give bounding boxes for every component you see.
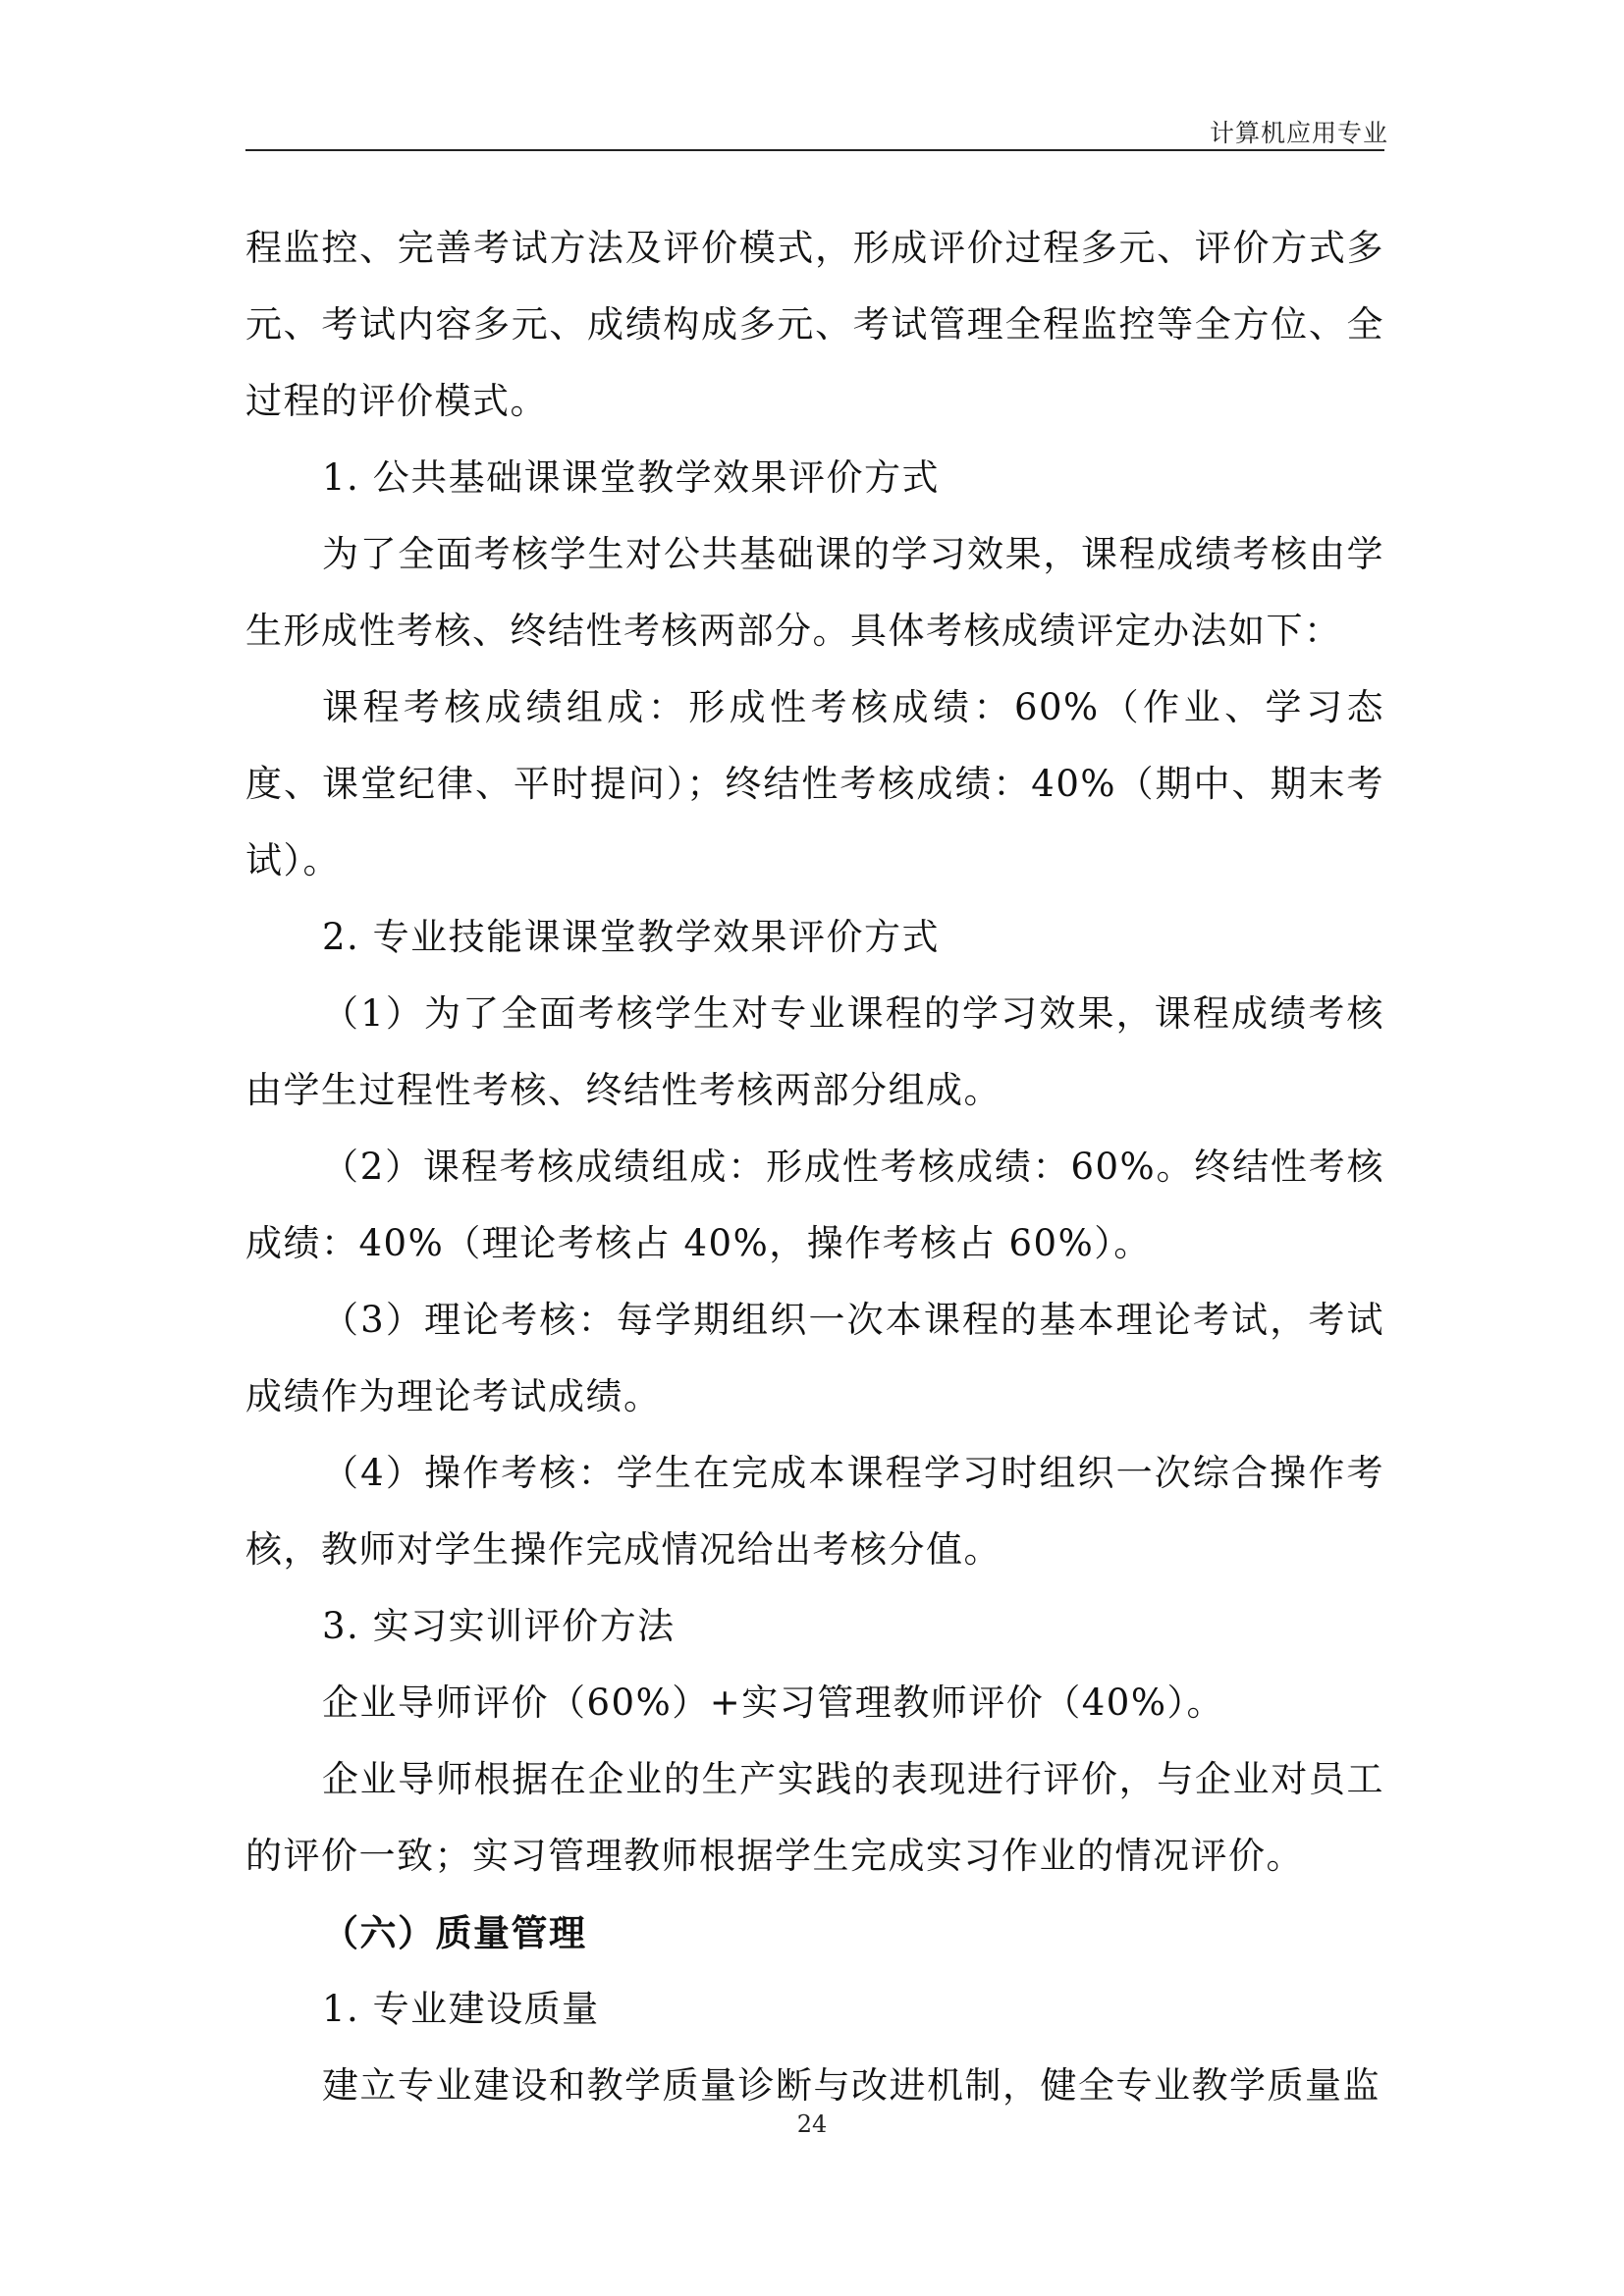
paragraph-item-3: （3）理论考核：每学期组织一次本课程的基本理论考试，考试成绩作为理论考试成绩。 <box>245 1299 1384 1417</box>
heading-public-course-evaluation: 1. 公共基础课课堂教学效果评价方式 <box>322 456 941 499</box>
paragraph-quality-mechanism: 建立专业建设和教学质量诊断与改进机制，健全专业教学质量监 <box>322 2064 1380 2107</box>
paragraph-internship-weights: 企业导师评价（60%）+实习管理教师评价（40%）。 <box>322 1682 1224 1724</box>
running-header-title: 计算机应用专业 <box>1209 119 1388 147</box>
section-heading-quality-management: （六）质量管理 <box>322 1911 587 1954</box>
paragraph-evaluation-intro: 程监控、完善考试方法及评价模式，形成评价过程多元、评价方式多元、考试内容多元、成绩构成多元、考试管理全程监控等全方位、全过程的评价模式。 <box>245 227 1384 422</box>
page-number: 24 <box>796 2110 828 2138</box>
heading-program-construction-quality: 1. 专业建设质量 <box>322 1988 600 2030</box>
paragraph-internship-description: 企业导师根据在企业的生产实践的表现进行评价，与企业对员工的评价一致；实习管理教师根据学生完成实习作业的情况评价。 <box>245 1758 1384 1877</box>
heading-professional-course-evaluation: 2. 专业技能课课堂教学效果评价方式 <box>322 916 941 958</box>
header-divider <box>245 149 1384 151</box>
heading-internship-evaluation: 3. 实习实训评价方法 <box>322 1605 676 1647</box>
paragraph-item-1: （1）为了全面考核学生对专业课程的学习效果，课程成绩考核由学生过程性考核、终结性考核两部分组成。 <box>245 992 1384 1111</box>
paragraph-public-course-assessment: 为了全面考核学生对公共基础课的学习效果，课程成绩考核由学生形成性考核、终结性考核两部分。具体考核成绩评定办法如下： <box>245 533 1384 652</box>
paragraph-item-4: （4）操作考核：学生在完成本课程学习时组织一次综合操作考核，教师对学生操作完成情况给出考核分值。 <box>245 1452 1384 1571</box>
document-body <box>245 210 1384 2124</box>
paragraph-item-2: （2）课程考核成绩组成：形成性考核成绩：60%。终结性考核成绩：40%（理论考核占 40%，操作考核占 60%）。 <box>245 1146 1384 1264</box>
paragraph-public-course-grade-composition: 课程考核成绩组成：形成性考核成绩：60%（作业、学习态度、课堂纪律、平时提问）；终结性考核成绩：40%（期中、期末考试）。 <box>245 686 1384 881</box>
